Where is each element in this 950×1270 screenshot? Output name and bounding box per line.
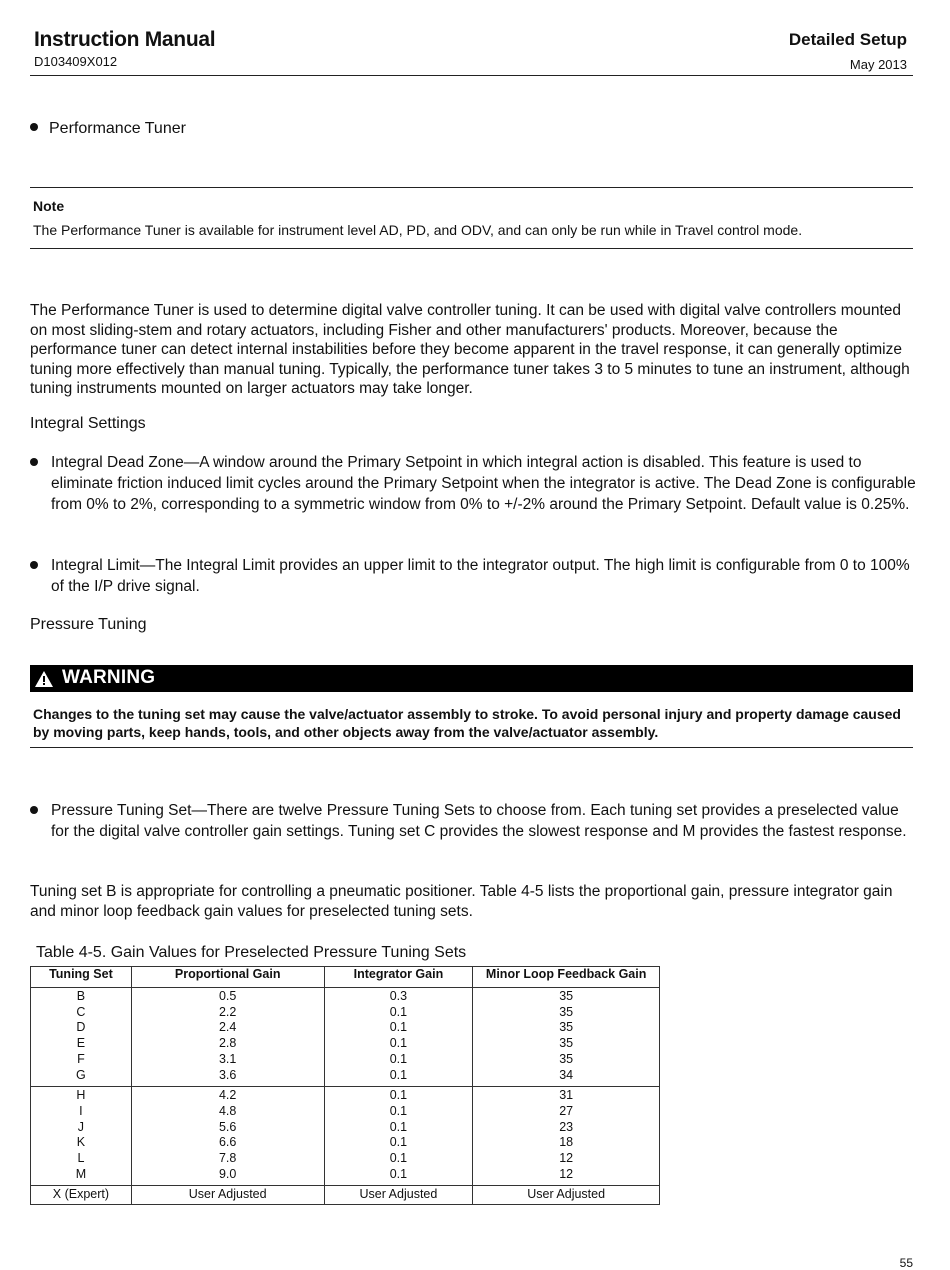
table-row-expert: [31, 1186, 660, 1205]
cell-value: C: [76, 1004, 86, 1019]
table-cell: [31, 1087, 132, 1186]
cell-value: 9.0: [218, 1166, 237, 1181]
cell-value: 0.1: [389, 1020, 408, 1035]
cell-value: E: [76, 1036, 86, 1051]
table-cell: [31, 988, 132, 1087]
table-cell: [131, 988, 324, 1087]
cell-value: 18: [559, 1135, 574, 1150]
bullet-icon: [30, 458, 38, 466]
cell-value: 3.6: [218, 1067, 237, 1082]
gain-values-table: [30, 966, 660, 1205]
bullet-label: Performance Tuner: [49, 120, 186, 137]
cell-value: 23: [559, 1119, 574, 1134]
performance-tuner-bullet: [30, 120, 186, 138]
table-cell: [473, 988, 660, 1087]
pressure-tuning-set-item: [30, 800, 916, 842]
cell-value: 31: [559, 1088, 574, 1103]
cell-value: K: [76, 1135, 86, 1150]
cell-value: J: [77, 1119, 85, 1134]
item-text: —A window around the Primary Setpoint in which integral action is disabled. This feature is used to eliminate friction induced limit cycles around the Primary Setpoint when the integrator is active. The Dead Zone is configurable from 0% to 2%, corresponding to a symmetric window from 0% to +/-2% around the Primary Setpoint. Default value is 0.25%.: [51, 454, 916, 513]
item-term: Pressure Tuning Set: [51, 802, 192, 819]
cell-value: 35: [559, 1020, 574, 1035]
column-header: Integrator Gain: [324, 967, 473, 988]
cell-value: L: [77, 1151, 85, 1166]
warning-label: WARNING: [62, 667, 156, 688]
item-term: Integral Dead Zone: [51, 454, 184, 471]
cell-value: 3.1: [218, 1051, 237, 1066]
integral-dead-zone-item: [30, 452, 916, 515]
cell-value: B: [76, 989, 86, 1003]
item-term: Integral Limit: [51, 557, 140, 574]
cell-value: F: [77, 1051, 85, 1066]
cell-value: M: [75, 1166, 87, 1181]
pressure-tuning-heading: Pressure Tuning: [30, 616, 147, 633]
cell-value: 0.3: [389, 989, 408, 1003]
cell-value: 0.1: [389, 1004, 408, 1019]
table-cell: X (Expert): [31, 1186, 132, 1205]
cell-value: 2.2: [218, 1004, 237, 1019]
integral-limit-item: [30, 555, 916, 597]
cell-value: 2.8: [218, 1036, 237, 1051]
cell-value: D: [76, 1020, 86, 1035]
cell-value: 2.4: [218, 1020, 237, 1035]
item-text: —The Integral Limit provides an upper limit to the integrator output. The high limit is configurable from 0 to 100% of the I/P drive signal.: [51, 557, 910, 595]
table-cell: [324, 988, 473, 1087]
manual-title: Instruction Manual: [34, 28, 216, 51]
document-number: D103409X012: [34, 54, 118, 69]
cell-value: 0.1: [389, 1166, 408, 1181]
cell-value: 35: [559, 1051, 574, 1066]
table-caption: Table 4-5. Gain Values for Preselected Pressure Tuning Sets: [36, 944, 467, 961]
cell-value: 12: [559, 1166, 574, 1181]
note-box: [30, 187, 913, 249]
cell-value: 35: [559, 1036, 574, 1051]
table-row-group: [31, 988, 660, 1087]
warning-body: [30, 706, 913, 748]
warning-text: Changes to the tuning set may cause the valve/actuator assembly to stroke. To avoid personal injury and property damage caused by moving parts, keep hands, tools, and other objects away from the valve/actuator assembly.: [33, 706, 901, 740]
column-header: Minor Loop Feedback Gain: [473, 967, 660, 988]
warning-bar: [30, 665, 913, 692]
header-left: [34, 28, 215, 69]
bullet-icon: [30, 806, 38, 814]
cell-value: 35: [559, 1004, 574, 1019]
cell-value: G: [76, 1067, 86, 1082]
intro-paragraph: The Performance Tuner is used to determine digital valve controller tuning. It can be used with digital valve controllers mounted on most sliding-stem and rotary actuators, including Fisher and other manufacturers' products. Moreover, because the performance tuner can detect internal instabilities before they become apparent in the travel response, it can generally optimize tuning more effectively than manual tuning. Typically, the performance tuner takes 3 to 5 minutes to tune an instrument, although tuning instruments mounted on larger actuators may take longer.: [30, 302, 910, 397]
item-text: —There are twelve Pressure Tuning Sets to choose from. Each tuning set provides a preselected value for the digital valve controller gain settings. Tuning set C provides the slowest response and M provides the fastest response.: [51, 802, 907, 840]
cell-value: 0.1: [389, 1051, 408, 1066]
table-cell: [473, 1087, 660, 1186]
cell-value: 4.2: [218, 1088, 237, 1103]
page-number: 55: [899, 1256, 913, 1270]
table-cell: [324, 1087, 473, 1186]
warning-triangle-icon: [35, 671, 53, 692]
cell-value: 0.1: [389, 1119, 408, 1134]
integral-settings-heading: Integral Settings: [30, 415, 146, 432]
table-cell: User Adjusted: [131, 1186, 324, 1205]
table-cell: User Adjusted: [324, 1186, 473, 1205]
table-cell: [131, 1087, 324, 1186]
cell-value: 12: [559, 1151, 574, 1166]
cell-value: 0.1: [389, 1103, 408, 1118]
table-row-group: [31, 1087, 660, 1186]
cell-value: H: [76, 1088, 86, 1103]
cell-value: 0.1: [389, 1067, 408, 1082]
note-text: The Performance Tuner is available for instrument level AD, PD, and ODV, and can only be run while in Travel control mode.: [33, 222, 803, 238]
cell-value: 0.1: [389, 1036, 408, 1051]
cell-value: 35: [559, 989, 574, 1003]
cell-value: 7.8: [218, 1151, 237, 1166]
header-divider: [30, 75, 913, 76]
column-header: Tuning Set: [31, 967, 132, 988]
tuning-paragraph: Tuning set B is appropriate for controlling a pneumatic positioner. Table 4-5 lists the proportional gain, pressure integrator gain and minor loop feedback gain values for preselected tuning sets.: [30, 883, 893, 920]
column-header: Proportional Gain: [131, 967, 324, 988]
cell-value: 0.1: [389, 1135, 408, 1150]
publication-date: May 2013: [849, 57, 907, 72]
bullet-icon: [30, 561, 38, 569]
cell-value: 27: [559, 1103, 574, 1118]
header-right: [789, 30, 907, 72]
table-header-row: [31, 967, 660, 988]
cell-value: I: [79, 1103, 83, 1118]
cell-value: 6.6: [218, 1135, 237, 1150]
table-cell: User Adjusted: [473, 1186, 660, 1205]
bullet-icon: [30, 123, 38, 131]
cell-value: 5.6: [218, 1119, 237, 1134]
cell-value: 34: [559, 1067, 574, 1082]
cell-value: 0.5: [218, 989, 237, 1003]
note-title: Note: [33, 198, 65, 214]
cell-value: 4.8: [218, 1103, 237, 1118]
section-title: Detailed Setup: [788, 30, 907, 49]
cell-value: 0.1: [389, 1088, 408, 1103]
cell-value: 0.1: [389, 1151, 408, 1166]
